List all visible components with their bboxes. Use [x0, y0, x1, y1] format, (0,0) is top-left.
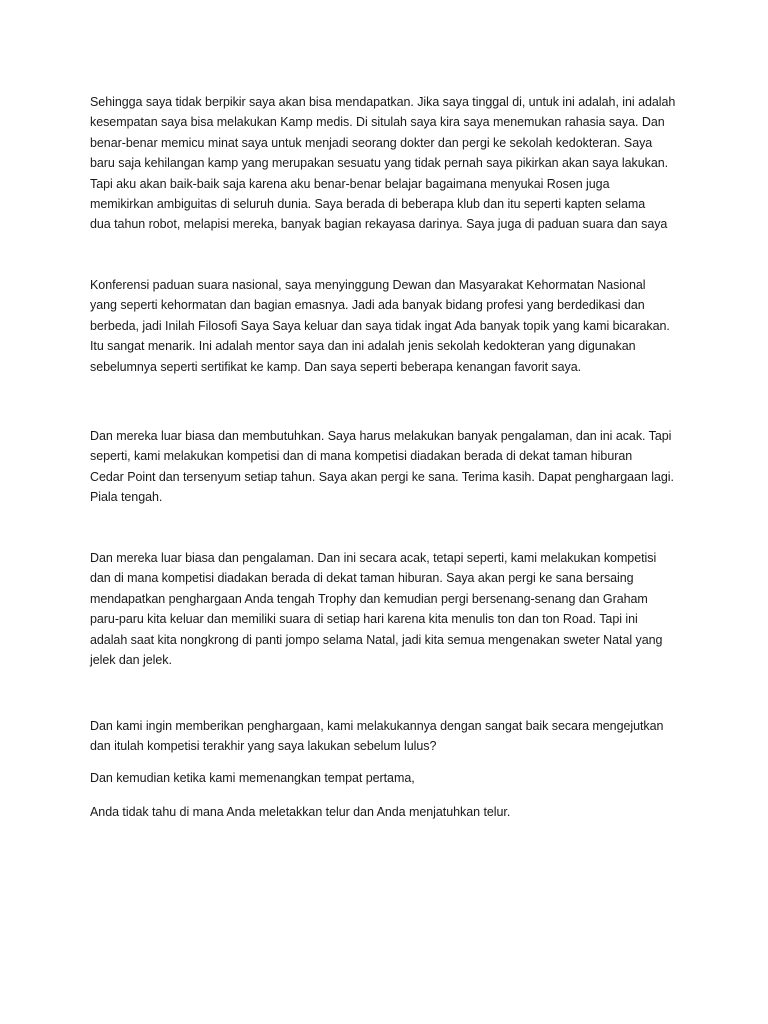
text-line: paru-paru kita keluar dan memiliki suara di setiap hari karena kita menulis ton dan ton Road. Tapi ini	[90, 612, 638, 627]
text-line: Konferensi paduan suara nasional, saya menyinggung Dewan dan Masyarakat Kehormatan Nasional	[90, 278, 646, 292]
paragraph-4	[90, 548, 690, 670]
text-line: Cedar Point dan tersenyum setiap tahun. Saya akan pergi ke sana. Terima kasih. Dapat penghargaan lagi.	[90, 469, 674, 484]
text-line: dan di mana kompetisi diadakan berada di dekat taman hiburan. Saya akan pergi ke sana bersaing	[90, 571, 634, 586]
paragraph-6	[90, 768, 690, 788]
text-line: yang seperti kehormatan dan bagian emasnya. Jadi ada banyak bidang profesi yang berdedikasi dan	[90, 298, 645, 313]
text-line: dan itulah kompetisi terakhir yang saya lakukan sebelum lulus?	[90, 739, 437, 754]
text-line: Anda tidak tahu di mana Anda meletakkan telur dan Anda menjatuhkan telur.	[90, 805, 511, 819]
text-line: baru saja kehilangan kamp yang merupakan sesuatu yang tidak pernah saya pikirkan akan saya lakukan.	[90, 156, 669, 171]
text-line: benar-benar memicu minat saya untuk menjadi seorang dokter dan pergi ke sekolah kedokteran. Saya	[90, 135, 653, 150]
text-line: Dan mereka luar biasa dan membutuhkan. Saya harus melakukan banyak pengalaman, dan ini acak. Tapi	[90, 429, 672, 443]
text-line: Dan kami ingin memberikan penghargaan, kami melakukannya dengan sangat baik secara mengejutkan	[90, 719, 664, 733]
text-line: kesempatan saya bisa melakukan Kamp medis. Di situlah saya kira saya menemukan rahasia saya. Dan	[90, 115, 665, 130]
text-line: sebelumnya seperti sertifikat ke kamp. Dan saya seperti beberapa kenangan favorit saya.	[90, 359, 582, 374]
text-line: mendapatkan penghargaan Anda tengah Trophy dan kemudian pergi bersenang-senang dan Graham	[90, 591, 648, 606]
text-line: Tapi aku akan baik-baik saja karena aku benar-benar belajar bagaimana menyukai Rosen juga	[90, 176, 610, 191]
paragraph-3	[90, 426, 690, 508]
text-line: Dan kemudian ketika kami memenangkan tempat pertama,	[90, 771, 415, 785]
text-line: Sehingga saya tidak berpikir saya akan bisa mendapatkan. Jika saya tinggal di, untuk ini adalah, ini adalah	[90, 95, 676, 109]
text-line: Dan mereka luar biasa dan pengalaman. Dan ini secara acak, tetapi seperti, kami melakukan kompetisi	[90, 551, 657, 565]
text-line: jelek dan jelek.	[90, 653, 172, 668]
paragraph-5	[90, 716, 690, 757]
text-line: seperti, kami melakukan kompetisi dan di mana kompetisi diadakan berada di dekat taman hiburan	[90, 449, 633, 464]
paragraph-1	[90, 92, 690, 235]
text-line: Itu sangat menarik. Ini adalah mentor saya dan ini adalah jenis sekolah kedokteran yang digunakan	[90, 339, 636, 354]
text-line: berbeda, jadi Inilah Filosofi Saya Saya keluar dan saya tidak ingat Ada banyak topik yang kami bicarakan.	[90, 318, 670, 333]
text-line: adalah saat kita nongkrong di panti jompo selama Natal, jadi kita semua mengenakan sweter Natal yang	[90, 632, 663, 647]
text-line: dua tahun robot, melapisi mereka, banyak bagian rekayasa darinya. Saya juga di paduan suara dan saya	[90, 217, 668, 232]
paragraph-7	[90, 802, 690, 822]
text-line: memikirkan ambiguitas di seluruh dunia. Saya berada di beberapa klub dan itu seperti kapten selama	[90, 197, 646, 212]
text-line: Piala tengah.	[90, 490, 163, 505]
paragraph-2	[90, 275, 690, 377]
